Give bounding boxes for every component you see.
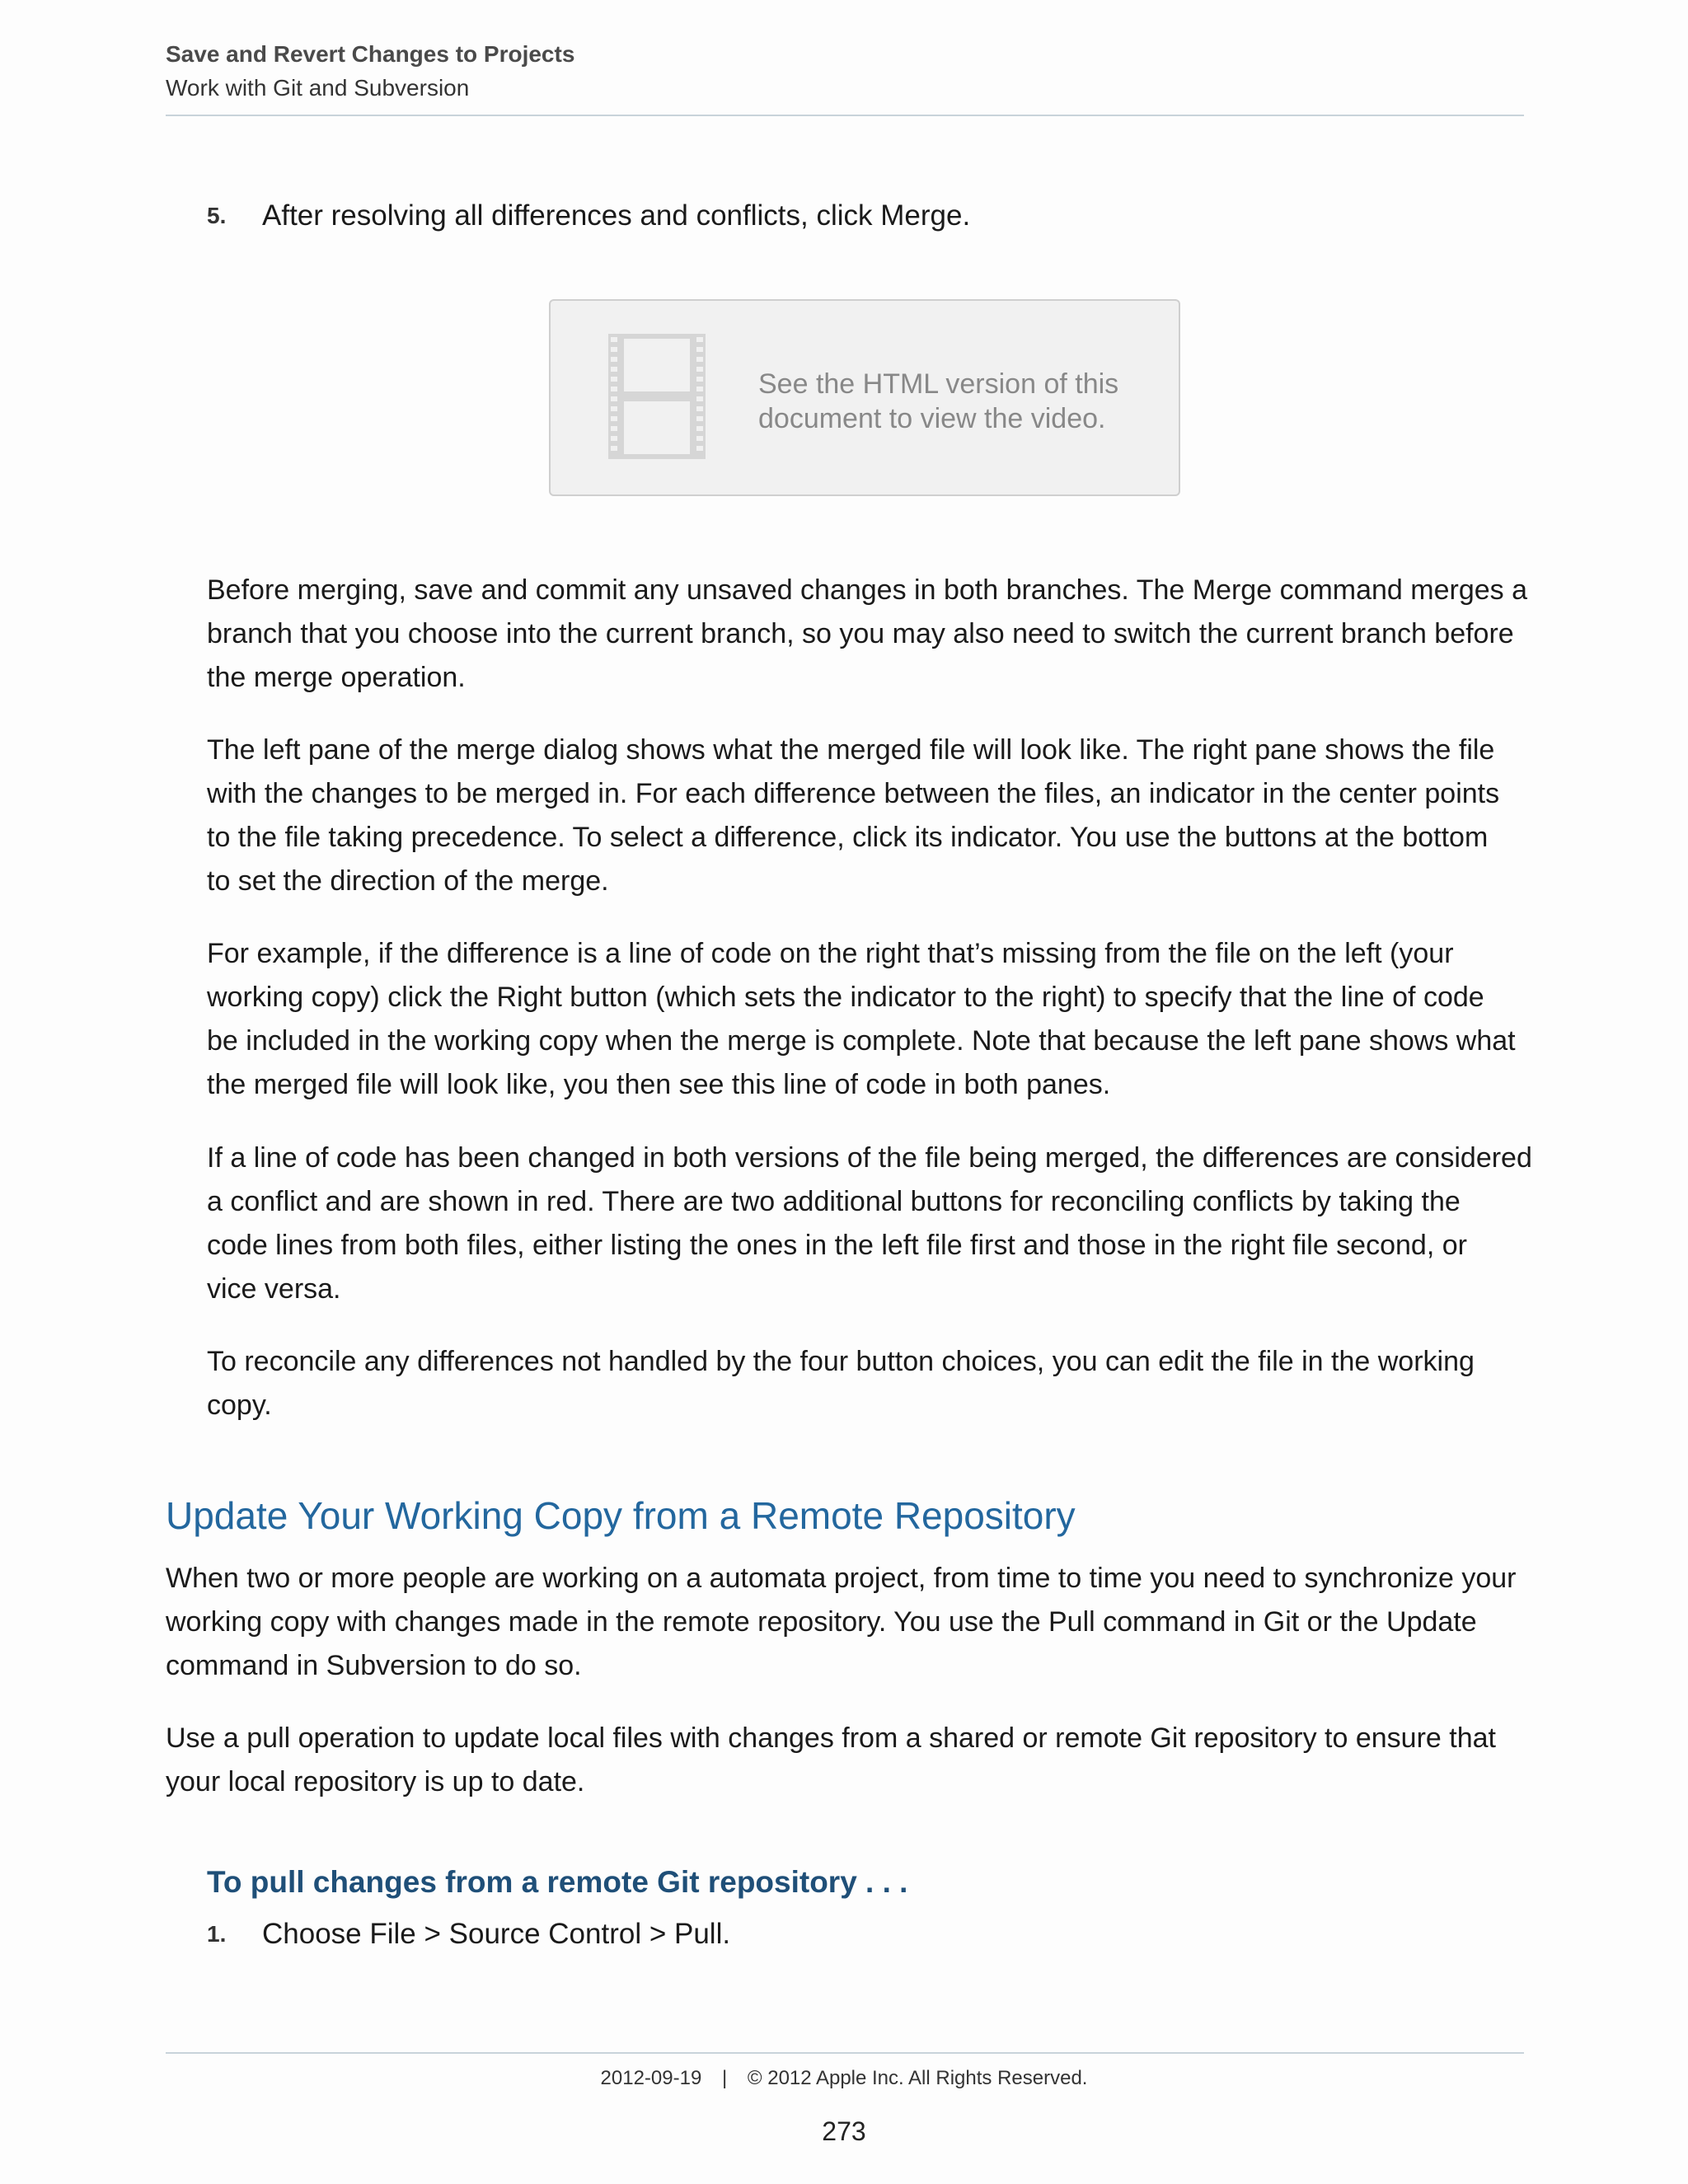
text-line: with the changes to be merged in. For each difference between the files, an indicator in the center points [207, 778, 1500, 809]
step-text: Choose File > Source Control > Pull. [262, 1918, 731, 1950]
step-number: 1. [207, 1921, 227, 1947]
text-line: Before merging, save and commit any unsaved changes in both branches. The Merge command merges a [207, 574, 1528, 606]
text-line: copy. [207, 1390, 272, 1421]
header-title: Save and Revert Changes to Projects [166, 41, 575, 67]
footer-copyright: © 2012 Apple Inc. All Rights Reserved. [747, 2067, 1088, 2089]
text-line: Use a pull operation to update local files with changes from a shared or remote Git repository to ensure that [166, 1722, 1496, 1754]
paragraph [207, 932, 1516, 1107]
video-caption [758, 367, 1118, 436]
video-caption-line: See the HTML version of this [758, 368, 1119, 400]
footer-divider [166, 2052, 1524, 2054]
text-line: When two or more people are working on a automata project, from time to time you need to synchronize your [166, 1563, 1517, 1594]
text-line: the merged file will look like, you then see this line of code in both panes. [207, 1069, 1111, 1100]
paragraph [207, 1340, 1475, 1427]
text-line: your local repository is up to date. [166, 1766, 585, 1797]
text-line: the merge operation. [207, 662, 466, 693]
footer-separator: | [721, 2067, 728, 2089]
footer-date: 2012-09-19 [600, 2067, 702, 2089]
task-heading: To pull changes from a remote Git repository . . . [207, 1865, 908, 1899]
footer-meta [0, 2067, 1688, 2090]
paragraph [166, 1557, 1516, 1688]
text-line: working copy with changes made in the remote repository. You use the Pull command in Git or the Update [166, 1606, 1477, 1638]
text-line: code lines from both files, either listing the ones in the left file first and those in the right file second, or [207, 1230, 1467, 1261]
text-line: command in Subversion to do so. [166, 1650, 582, 1681]
text-line: vice versa. [207, 1273, 341, 1305]
header-subtitle: Work with Git and Subversion [166, 75, 470, 101]
film-strip-icon [608, 334, 706, 463]
text-line: working copy) click the Right button (which sets the indicator to the right) to specify that the line of code [207, 982, 1484, 1013]
paragraph [207, 1137, 1532, 1311]
paragraph [166, 1717, 1496, 1804]
page-header [166, 38, 1524, 105]
text-line: be included in the working copy when the merge is complete. Note that because the left pane shows what [207, 1025, 1516, 1057]
text-line: branch that you choose into the current branch, so you may also need to switch the current branch before [207, 618, 1514, 649]
step-text: After resolving all differences and conflicts, click Merge. [262, 199, 971, 232]
step-number: 5. [207, 203, 227, 228]
video-placeholder[interactable] [549, 299, 1180, 496]
section-heading: Update Your Working Copy from a Remote Repository [166, 1494, 1076, 1537]
text-line: The left pane of the merge dialog shows what the merged file will look like. The right pane shows the file [207, 734, 1495, 766]
text-line: to the file taking precedence. To select a difference, click its indicator. You use the buttons at the bottom [207, 822, 1489, 853]
text-line: If a line of code has been changed in both versions of the file being merged, the differences are considered [207, 1142, 1532, 1174]
text-line: For example, if the difference is a line of code on the right that’s missing from the file on the left (your [207, 938, 1454, 969]
page-number: 273 [822, 2116, 866, 2146]
text-line: a conflict and are shown in red. There are two additional buttons for reconciling conflicts by taking the [207, 1186, 1461, 1217]
text-line: to set the direction of the merge. [207, 865, 609, 897]
video-caption-line: document to view the video. [758, 403, 1106, 434]
paragraph [207, 569, 1527, 700]
text-line: To reconcile any differences not handled by the four button choices, you can edit the file in the working [207, 1346, 1475, 1377]
paragraph [207, 729, 1499, 903]
header-divider [166, 115, 1524, 116]
